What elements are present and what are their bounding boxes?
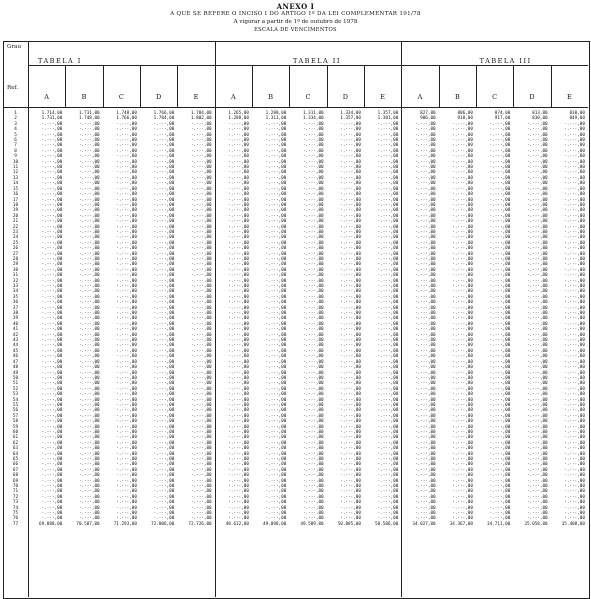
column-letter: E [566, 93, 572, 101]
column-letter: A [230, 93, 236, 101]
data-column: 1.357,00 1.381,00 ·.···,00 ·.···,00 ·.···,00 ·.···,00 ·.···,00 ·.···,00 ·.···,00 ·.···,00 ·.···,00 ·.···,00 ·.···,00 ·.···,00 ·.···,00 ·.···,00 ·.···,00 ·.···,00 ·.···,00 ·.···,00 ·.···,00 ·.···,00 ·.···,00 ·.···,00 ·.···,00 ·.···,00 ·.···,00 ·.···,00 ·.···,00 ·.···,00 ·.···,00 ·.···,00 ·.···,00 ·.···,00 ·.···,00 ·.···,00 ·.···,00 ·.···,00 ·.···,00 ·.···,00 ·.···,00 ·.···,00 ·.···,00 ·.···,00 ·.···,00 ·.···,00 ·.···,00 ·.···,00 ·.···,00 ·.···,00 ·.···,00 ·.···,00 ·.···,00 ·.···,00 ·.···,00 ·.···,00 ·.···,00 ·.···,00 ·.···,00 ·.···,00 ·.···,00 ·.···,00 ·.···,00 ·.···,00 ·.···,00 ·.···,00 ·.···,00 ·.···,00 ·.···,00 ·.···,00 ·.···,00 ·.···,00 ·.···,00 ·.···,00 ·.···,00 ·.···,00 50.586,00 [375, 111, 399, 527]
data-column: 827,00 906,00 ·.···,00 ·.···,00 ·.···,00 ·.···,00 ·.···,00 ·.···,00 ·.···,00 ·.···,00 ·.···,00 ·.···,00 ·.···,00 ·.···,00 ·.···,00 ·.···,00 ·.···,00 ·.···,00 ·.···,00 ·.···,00 ·.···,00 ·.···,00 ·.···,00 ·.···,00 ·.···,00 ·.···,00 ·.···,00 ·.···,00 ·.···,00 ·.···,00 ·.···,00 ·.···,00 ·.···,00 ·.···,00 ·.···,00 ·.···,00 ·.···,00 ·.···,00 ·.···,00 ·.···,00 ·.···,00 ·.···,00 ·.···,00 ·.···,00 ·.···,00 ·.···,00 ·.···,00 ·.···,00 ·.···,00 ·.···,00 ·.···,00 ·.···,00 ·.···,00 ·.···,00 ·.···,00 ·.···,00 ·.···,00 ·.···,00 ·.···,00 ·.···,00 ·.···,00 ·.···,00 ·.···,00 ·.···,00 ·.···,00 ·.···,00 ·.···,00 ·.···,00 ·.···,00 ·.···,00 ·.···,00 ·.···,00 ·.···,00 ·.···,00 ·.···,00 ·.···,00 34.027,00 [412, 111, 436, 527]
column-letter: D [156, 93, 162, 101]
data-column: 830,00 849,00 ·.···,00 ·.···,00 ·.···,00 ·.···,00 ·.···,00 ·.···,00 ·.···,00 ·.···,00 ·.···,00 ·.···,00 ·.···,00 ·.···,00 ·.···,00 ·.···,00 ·.···,00 ·.···,00 ·.···,00 ·.···,00 ·.···,00 ·.···,00 ·.···,00 ·.···,00 ·.···,00 ·.···,00 ·.···,00 ·.···,00 ·.···,00 ·.···,00 ·.···,00 ·.···,00 ·.···,00 ·.···,00 ·.···,00 ·.···,00 ·.···,00 ·.···,00 ·.···,00 ·.···,00 ·.···,00 ·.···,00 ·.···,00 ·.···,00 ·.···,00 ·.···,00 ·.···,00 ·.···,00 ·.···,00 ·.···,00 ·.···,00 ·.···,00 ·.···,00 ·.···,00 ·.···,00 ·.···,00 ·.···,00 ·.···,00 ·.···,00 ·.···,00 ·.···,00 ·.···,00 ·.···,00 ·.···,00 ·.···,00 ·.···,00 ·.···,00 ·.···,00 ·.···,00 ·.···,00 ·.···,00 ·.···,00 ·.···,00 ·.···,00 ·.···,00 ·.···,00 35.408,00 [561, 111, 585, 527]
column-divider [551, 65, 552, 107]
tabela-title: TABELA III [479, 57, 532, 65]
column-divider [476, 65, 477, 107]
data-column: 874,00 917,00 ·.···,00 ·.···,00 ·.···,00 ·.···,00 ·.···,00 ·.···,00 ·.···,00 ·.···,00 ·.···,00 ·.···,00 ·.···,00 ·.···,00 ·.···,00 ·.···,00 ·.···,00 ·.···,00 ·.···,00 ·.···,00 ·.···,00 ·.···,00 ·.···,00 ·.···,00 ·.···,00 ·.···,00 ·.···,00 ·.···,00 ·.···,00 ·.···,00 ·.···,00 ·.···,00 ·.···,00 ·.···,00 ·.···,00 ·.···,00 ·.···,00 ·.···,00 ·.···,00 ·.···,00 ·.···,00 ·.···,00 ·.···,00 ·.···,00 ·.···,00 ·.···,00 ·.···,00 ·.···,00 ·.···,00 ·.···,00 ·.···,00 ·.···,00 ·.···,00 ·.···,00 ·.···,00 ·.···,00 ·.···,00 ·.···,00 ·.···,00 ·.···,00 ·.···,00 ·.···,00 ·.···,00 ·.···,00 ·.···,00 ·.···,00 ·.···,00 ·.···,00 ·.···,00 ·.···,00 ·.···,00 ·.···,00 ·.···,00 ·.···,00 ·.···,00 ·.···,00 34.711,00 [487, 111, 511, 527]
ref-label: Ref. [7, 85, 19, 91]
data-column: 1.766,00 1.784,00 ·.···,00 ·.···,00 ·.···,00 ·.···,00 ·.···,00 ·.···,00 ·.···,00 ·.···,00 ·.···,00 ·.···,00 ·.···,00 ·.···,00 ·.···,00 ·.···,00 ·.···,00 ·.···,00 ·.···,00 ·.···,00 ·.···,00 ·.···,00 ·.···,00 ·.···,00 ·.···,00 ·.···,00 ·.···,00 ·.···,00 ·.···,00 ·.···,00 ·.···,00 ·.···,00 ·.···,00 ·.···,00 ·.···,00 ·.···,00 ·.···,00 ·.···,00 ·.···,00 ·.···,00 ·.···,00 ·.···,00 ·.···,00 ·.···,00 ·.···,00 ·.···,00 ·.···,00 ·.···,00 ·.···,00 ·.···,00 ·.···,00 ·.···,00 ·.···,00 ·.···,00 ·.···,00 ·.···,00 ·.···,00 ·.···,00 ·.···,00 ·.···,00 ·.···,00 ·.···,00 ·.···,00 ·.···,00 ·.···,00 ·.···,00 ·.···,00 ·.···,00 ·.···,00 ·.···,00 ·.···,00 ·.···,00 ·.···,00 ·.···,00 ·.···,00 ·.···,00 72.006,00 [151, 111, 175, 527]
data-column: 1.731,00 1.748,00 ·.···,00 ·.···,00 ·.···,00 ·.···,00 ·.···,00 ·.···,00 ·.···,00 ·.···,00 ·.···,00 ·.···,00 ·.···,00 ·.···,00 ·.···,00 ·.···,00 ·.···,00 ·.···,00 ·.···,00 ·.···,00 ·.···,00 ·.···,00 ·.···,00 ·.···,00 ·.···,00 ·.···,00 ·.···,00 ·.···,00 ·.···,00 ·.···,00 ·.···,00 ·.···,00 ·.···,00 ·.···,00 ·.···,00 ·.···,00 ·.···,00 ·.···,00 ·.···,00 ·.···,00 ·.···,00 ·.···,00 ·.···,00 ·.···,00 ·.···,00 ·.···,00 ·.···,00 ·.···,00 ·.···,00 ·.···,00 ·.···,00 ·.···,00 ·.···,00 ·.···,00 ·.···,00 ·.···,00 ·.···,00 ·.···,00 ·.···,00 ·.···,00 ·.···,00 ·.···,00 ·.···,00 ·.···,00 ·.···,00 ·.···,00 ·.···,00 ·.···,00 ·.···,00 ·.···,00 ·.···,00 ·.···,00 ·.···,00 ·.···,00 ·.···,00 ·.···,00 70.587,00 [76, 111, 100, 527]
data-column: 1.714,00 1.731,00 ·.···,00 ·.···,00 ·.···,00 ·.···,00 ·.···,00 ·.···,00 ·.···,00 ·.···,00 ·.···,00 ·.···,00 ·.···,00 ·.···,00 ·.···,00 ·.···,00 ·.···,00 ·.···,00 ·.···,00 ·.···,00 ·.···,00 ·.···,00 ·.···,00 ·.···,00 ·.···,00 ·.···,00 ·.···,00 ·.···,00 ·.···,00 ·.···,00 ·.···,00 ·.···,00 ·.···,00 ·.···,00 ·.···,00 ·.···,00 ·.···,00 ·.···,00 ·.···,00 ·.···,00 ·.···,00 ·.···,00 ·.···,00 ·.···,00 ·.···,00 ·.···,00 ·.···,00 ·.···,00 ·.···,00 ·.···,00 ·.···,00 ·.···,00 ·.···,00 ·.···,00 ·.···,00 ·.···,00 ·.···,00 ·.···,00 ·.···,00 ·.···,00 ·.···,00 ·.···,00 ·.···,00 ·.···,00 ·.···,00 ·.···,00 ·.···,00 ·.···,00 ·.···,00 ·.···,00 ·.···,00 ·.···,00 ·.···,00 ·.···,00 ·.···,00 ·.···,00 69.888,00 [39, 111, 63, 527]
column-letter: C [492, 93, 498, 101]
column-divider [513, 65, 514, 107]
ref-numbers: 1 2 3 4 5 6 7 8 9 10 11 12 13 14 15 16 17 18 19 20 21 22 23 24 25 26 27 28 29 30 31 32 33 34 35 36 37 38 39 40 41 42 43 44 45 46 47 48 49 50 51 52 53 54 55 56 57 58 59 60 61 62 63 64 65 66 67 68 69 70 71 72 73 74 75 76 77 [12, 111, 19, 527]
data-column: 1.288,00 1.311,00 ·.···,00 ·.···,00 ·.···,00 ·.···,00 ·.···,00 ·.···,00 ·.···,00 ·.···,00 ·.···,00 ·.···,00 ·.···,00 ·.···,00 ·.···,00 ·.···,00 ·.···,00 ·.···,00 ·.···,00 ·.···,00 ·.···,00 ·.···,00 ·.···,00 ·.···,00 ·.···,00 ·.···,00 ·.···,00 ·.···,00 ·.···,00 ·.···,00 ·.···,00 ·.···,00 ·.···,00 ·.···,00 ·.···,00 ·.···,00 ·.···,00 ·.···,00 ·.···,00 ·.···,00 ·.···,00 ·.···,00 ·.···,00 ·.···,00 ·.···,00 ·.···,00 ·.···,00 ·.···,00 ·.···,00 ·.···,00 ·.···,00 ·.···,00 ·.···,00 ·.···,00 ·.···,00 ·.···,00 ·.···,00 ·.···,00 ·.···,00 ·.···,00 ·.···,00 ·.···,00 ·.···,00 ·.···,00 ·.···,00 ·.···,00 ·.···,00 ·.···,00 ·.···,00 ·.···,00 ·.···,00 ·.···,00 ·.···,00 ·.···,00 ·.···,00 ·.···,00 49.098,00 [263, 111, 287, 527]
column-letter: C [118, 93, 124, 101]
data-column: 1.784,00 1.802,00 ·.···,00 ·.···,00 ·.···,00 ·.···,00 ·.···,00 ·.···,00 ·.···,00 ·.···,00 ·.···,00 ·.···,00 ·.···,00 ·.···,00 ·.···,00 ·.···,00 ·.···,00 ·.···,00 ·.···,00 ·.···,00 ·.···,00 ·.···,00 ·.···,00 ·.···,00 ·.···,00 ·.···,00 ·.···,00 ·.···,00 ·.···,00 ·.···,00 ·.···,00 ·.···,00 ·.···,00 ·.···,00 ·.···,00 ·.···,00 ·.···,00 ·.···,00 ·.···,00 ·.···,00 ·.···,00 ·.···,00 ·.···,00 ·.···,00 ·.···,00 ·.···,00 ·.···,00 ·.···,00 ·.···,00 ·.···,00 ·.···,00 ·.···,00 ·.···,00 ·.···,00 ·.···,00 ·.···,00 ·.···,00 ·.···,00 ·.···,00 ·.···,00 ·.···,00 ·.···,00 ·.···,00 ·.···,00 ·.···,00 ·.···,00 ·.···,00 ·.···,00 ·.···,00 ·.···,00 ·.···,00 ·.···,00 ·.···,00 ·.···,00 ·.···,00 ·.···,00 72.726,00 [188, 111, 212, 527]
data-column: 1.748,00 1.766,00 ·.···,00 ·.···,00 ·.···,00 ·.···,00 ·.···,00 ·.···,00 ·.···,00 ·.···,00 ·.···,00 ·.···,00 ·.···,00 ·.···,00 ·.···,00 ·.···,00 ·.···,00 ·.···,00 ·.···,00 ·.···,00 ·.···,00 ·.···,00 ·.···,00 ·.···,00 ·.···,00 ·.···,00 ·.···,00 ·.···,00 ·.···,00 ·.···,00 ·.···,00 ·.···,00 ·.···,00 ·.···,00 ·.···,00 ·.···,00 ·.···,00 ·.···,00 ·.···,00 ·.···,00 ·.···,00 ·.···,00 ·.···,00 ·.···,00 ·.···,00 ·.···,00 ·.···,00 ·.···,00 ·.···,00 ·.···,00 ·.···,00 ·.···,00 ·.···,00 ·.···,00 ·.···,00 ·.···,00 ·.···,00 ·.···,00 ·.···,00 ·.···,00 ·.···,00 ·.···,00 ·.···,00 ·.···,00 ·.···,00 ·.···,00 ·.···,00 ·.···,00 ·.···,00 ·.···,00 ·.···,00 ·.···,00 ·.···,00 ·.···,00 ·.···,00 ·.···,00 71.293,00 [113, 111, 137, 527]
column-letter: C [305, 93, 311, 101]
data-column: 1.311,00 1.334,00 ·.···,00 ·.···,00 ·.···,00 ·.···,00 ·.···,00 ·.···,00 ·.···,00 ·.···,00 ·.···,00 ·.···,00 ·.···,00 ·.···,00 ·.···,00 ·.···,00 ·.···,00 ·.···,00 ·.···,00 ·.···,00 ·.···,00 ·.···,00 ·.···,00 ·.···,00 ·.···,00 ·.···,00 ·.···,00 ·.···,00 ·.···,00 ·.···,00 ·.···,00 ·.···,00 ·.···,00 ·.···,00 ·.···,00 ·.···,00 ·.···,00 ·.···,00 ·.···,00 ·.···,00 ·.···,00 ·.···,00 ·.···,00 ·.···,00 ·.···,00 ·.···,00 ·.···,00 ·.···,00 ·.···,00 ·.···,00 ·.···,00 ·.···,00 ·.···,00 ·.···,00 ·.···,00 ·.···,00 ·.···,00 ·.···,00 ·.···,00 ·.···,00 ·.···,00 ·.···,00 ·.···,00 ·.···,00 ·.···,00 ·.···,00 ·.···,00 ·.···,00 ·.···,00 ·.···,00 ·.···,00 ·.···,00 ·.···,00 ·.···,00 ·.···,00 ·.···,00 49.589,00 [300, 111, 324, 527]
column-letter: E [380, 93, 386, 101]
scale-title: ESCALA DE VENCIMENTOS [254, 27, 337, 33]
header-divider [28, 65, 588, 66]
column-letter: A [44, 93, 49, 101]
effective-date: A vigorar a partir de 1º de outubro de 1978 [233, 19, 358, 25]
column-divider [65, 65, 66, 107]
annex-subtitle: A QUE SE REFERE O INCISO I DO ARTIGO 1º DA LEI COMPLEMENTAR 191/78 [170, 11, 421, 17]
column-letter: D [342, 93, 348, 101]
column-divider [439, 65, 440, 107]
data-column: 1.265,00 1.288,00 ·.···,00 ·.···,00 ·.···,00 ·.···,00 ·.···,00 ·.···,00 ·.···,00 ·.···,00 ·.···,00 ·.···,00 ·.···,00 ·.···,00 ·.···,00 ·.···,00 ·.···,00 ·.···,00 ·.···,00 ·.···,00 ·.···,00 ·.···,00 ·.···,00 ·.···,00 ·.···,00 ·.···,00 ·.···,00 ·.···,00 ·.···,00 ·.···,00 ·.···,00 ·.···,00 ·.···,00 ·.···,00 ·.···,00 ·.···,00 ·.···,00 ·.···,00 ·.···,00 ·.···,00 ·.···,00 ·.···,00 ·.···,00 ·.···,00 ·.···,00 ·.···,00 ·.···,00 ·.···,00 ·.···,00 ·.···,00 ·.···,00 ·.···,00 ·.···,00 ·.···,00 ·.···,00 ·.···,00 ·.···,00 ·.···,00 ·.···,00 ·.···,00 ·.···,00 ·.···,00 ·.···,00 ·.···,00 ·.···,00 ·.···,00 ·.···,00 ·.···,00 ·.···,00 ·.···,00 ·.···,00 ·.···,00 ·.···,00 ·.···,00 ·.···,00 ·.···,00 48.612,00 [225, 111, 249, 527]
column-divider [252, 65, 253, 107]
tabela-title: TABELA II [293, 57, 341, 65]
column-divider [103, 65, 104, 107]
column-letter: E [193, 93, 199, 101]
grau-label: Grau [7, 44, 22, 50]
column-letter: D [529, 93, 535, 101]
data-column: 1.334,00 1.357,00 ·.···,00 ·.···,00 ·.···,00 ·.···,00 ·.···,00 ·.···,00 ·.···,00 ·.···,00 ·.···,00 ·.···,00 ·.···,00 ·.···,00 ·.···,00 ·.···,00 ·.···,00 ·.···,00 ·.···,00 ·.···,00 ·.···,00 ·.···,00 ·.···,00 ·.···,00 ·.···,00 ·.···,00 ·.···,00 ·.···,00 ·.···,00 ·.···,00 ·.···,00 ·.···,00 ·.···,00 ·.···,00 ·.···,00 ·.···,00 ·.···,00 ·.···,00 ·.···,00 ·.···,00 ·.···,00 ·.···,00 ·.···,00 ·.···,00 ·.···,00 ·.···,00 ·.···,00 ·.···,00 ·.···,00 ·.···,00 ·.···,00 ·.···,00 ·.···,00 ·.···,00 ·.···,00 ·.···,00 ·.···,00 ·.···,00 ·.···,00 ·.···,00 ·.···,00 ·.···,00 ·.···,00 ·.···,00 ·.···,00 ·.···,00 ·.···,00 ·.···,00 ·.···,00 ·.···,00 ·.···,00 ·.···,00 ·.···,00 ·.···,00 ·.···,00 ·.···,00 50.085,00 [337, 111, 361, 527]
annex-title: ANEXO I [276, 2, 315, 11]
column-letter: A [417, 93, 423, 101]
data-column: 806,00 918,00 ·.···,00 ·.···,00 ·.···,00 ·.···,00 ·.···,00 ·.···,00 ·.···,00 ·.···,00 ·.···,00 ·.···,00 ·.···,00 ·.···,00 ·.···,00 ·.···,00 ·.···,00 ·.···,00 ·.···,00 ·.···,00 ·.···,00 ·.···,00 ·.···,00 ·.···,00 ·.···,00 ·.···,00 ·.···,00 ·.···,00 ·.···,00 ·.···,00 ·.···,00 ·.···,00 ·.···,00 ·.···,00 ·.···,00 ·.···,00 ·.···,00 ·.···,00 ·.···,00 ·.···,00 ·.···,00 ·.···,00 ·.···,00 ·.···,00 ·.···,00 ·.···,00 ·.···,00 ·.···,00 ·.···,00 ·.···,00 ·.···,00 ·.···,00 ·.···,00 ·.···,00 ·.···,00 ·.···,00 ·.···,00 ·.···,00 ·.···,00 ·.···,00 ·.···,00 ·.···,00 ·.···,00 ·.···,00 ·.···,00 ·.···,00 ·.···,00 ·.···,00 ·.···,00 ·.···,00 ·.···,00 ·.···,00 ·.···,00 ·.···,00 ·.···,00 ·.···,00 34.367,00 [449, 111, 473, 527]
column-letter: B [81, 93, 87, 101]
column-divider [140, 65, 141, 107]
column-divider [364, 65, 365, 107]
column-divider [177, 65, 178, 107]
column-letter: B [268, 93, 274, 101]
column-letter: B [454, 93, 460, 101]
data-column: 813,00 830,00 ·.···,00 ·.···,00 ·.···,00 ·.···,00 ·.···,00 ·.···,00 ·.···,00 ·.···,00 ·.···,00 ·.···,00 ·.···,00 ·.···,00 ·.···,00 ·.···,00 ·.···,00 ·.···,00 ·.···,00 ·.···,00 ·.···,00 ·.···,00 ·.···,00 ·.···,00 ·.···,00 ·.···,00 ·.···,00 ·.···,00 ·.···,00 ·.···,00 ·.···,00 ·.···,00 ·.···,00 ·.···,00 ·.···,00 ·.···,00 ·.···,00 ·.···,00 ·.···,00 ·.···,00 ·.···,00 ·.···,00 ·.···,00 ·.···,00 ·.···,00 ·.···,00 ·.···,00 ·.···,00 ·.···,00 ·.···,00 ·.···,00 ·.···,00 ·.···,00 ·.···,00 ·.···,00 ·.···,00 ·.···,00 ·.···,00 ·.···,00 ·.···,00 ·.···,00 ·.···,00 ·.···,00 ·.···,00 ·.···,00 ·.···,00 ·.···,00 ·.···,00 ·.···,00 ·.···,00 ·.···,00 ·.···,00 ·.···,00 ·.···,00 ·.···,00 ·.···,00 35.058,00 [524, 111, 548, 527]
column-divider [327, 65, 328, 107]
header-bottom [3, 107, 588, 108]
column-divider [289, 65, 290, 107]
tabela-title: TABELA I [38, 57, 82, 65]
